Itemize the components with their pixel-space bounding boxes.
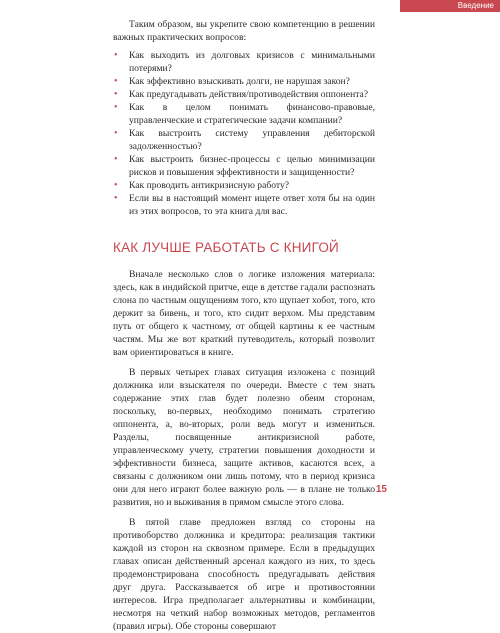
bullet-icon: • [114, 154, 118, 165]
list-item: • Как предугадывать действия/противодействия оппонента? [114, 89, 369, 100]
page-body [113, 18, 375, 633]
question-list [113, 49, 375, 218]
list-item: • Если вы в настоящий момент ищете ответ хотя бы на один из этих вопросов, то эта книга для вас. [114, 193, 375, 217]
bullet-icon: • [114, 102, 118, 113]
section-heading: КАК ЛУЧШЕ РАБОТАТЬ С КНИГОЙ [113, 240, 339, 255]
body-paragraph: В первых четырех главах ситуация изложена с позиций должника или взыскателя по очереди. Вместе с тем знать содержание этих глав будет полезно обеим сторонам, поскольку, во-первых, необходимо понимать стратегию оппонента, а, во-вторых, роли ведь могут и измениться. Разделы, посвященные антикризисной работе, управленческому учету, стратегии повышения доходности и эффективности бизнеса, защите активов, касаются всех, а связаны с должником они лишь потому, что в период кризиса они для него играют более важную роль — в плане не только развития, но и выживания в прямом смысле этого слова. [113, 367, 375, 508]
list-item: • Как в целом понимать финансово-правовые, управленческие и стратегические задачи компании? [114, 102, 375, 126]
bullet-icon: • [114, 180, 118, 191]
list-item: • Как эффективно взыскивать долги, не нарушая закон? [114, 76, 350, 87]
bullet-icon: • [114, 76, 118, 87]
bullet-icon: • [114, 128, 118, 139]
page-number: 15 [375, 484, 387, 495]
bullet-icon: • [114, 89, 118, 100]
intro-paragraph: Таким образом, вы укрепите свою компетенцию в решении важных практических вопросов: [113, 19, 375, 43]
body-paragraph: В пятой главе предложен взгляд со стороны на противоборство должника и кредитора: реализация тактики каждой из сторон на сквозном примере. Если в предыдущих главах описан действенный арсенал каждого из них, то здесь продемонстрирована способность предугадывать действия друг друга. Рассказывается об игре и противостоянии интересов. Игра предполагает альтернативы и комбинации, несмотря на четкий набор возможных методов, регламентов (правил игры). Обе стороны совершают [113, 517, 375, 632]
list-item: • Как выстроить систему управления дебиторской задолженностью? [114, 128, 375, 152]
body-paragraph: Вначале несколько слов о логике изложения материала: здесь, как в индийской притче, еще в детстве гадали распознать слона по частным ощущениям того, кто щупает хобот, того, кто держит за бивень, и того, кто сидит верхом. Мы представим путь от общего к частному, от общей картины к ее частным частям. Мы же вот краткий путеводитель, который позволит вам ориентироваться в книге. [113, 269, 375, 358]
running-header [400, 0, 500, 12]
bullet-icon: • [114, 50, 118, 61]
list-item: • Как выстроить бизнес-процессы с целью минимизации рисков и повышения эффективности и защищенности? [114, 154, 375, 178]
list-item: • Как выходить из долговых кризисов с минимальными потерями? [114, 50, 375, 74]
bullet-icon: • [114, 193, 118, 204]
running-header-label: Введение [457, 1, 494, 10]
list-item: • Как проводить антикризисную работу? [114, 180, 290, 191]
